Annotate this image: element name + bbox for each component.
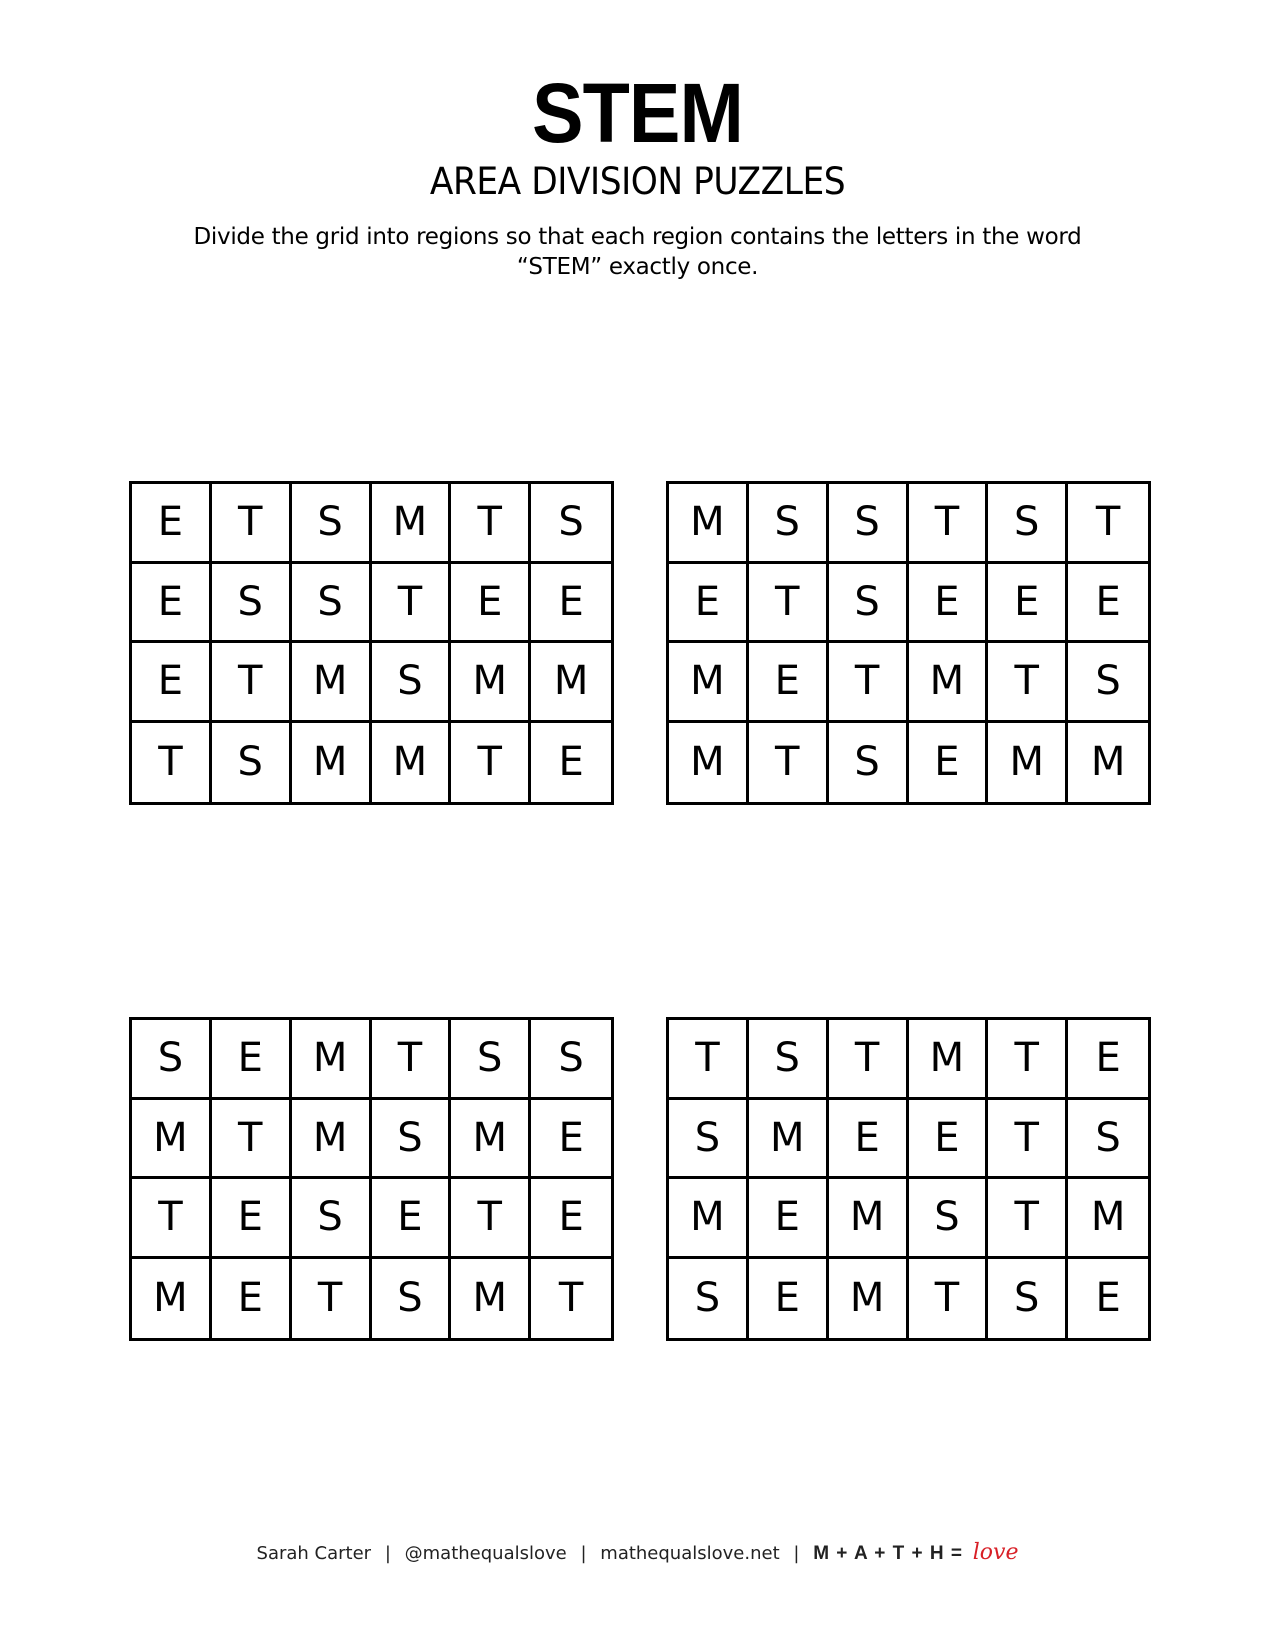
grid-cell: S [531,1020,611,1100]
grid-cell: E [669,564,749,644]
grid-cell: S [749,1020,829,1100]
page-subtitle: AREA DIVISION PUZZLES [429,160,846,203]
grid-cell: S [749,484,829,564]
grid-cell: T [212,484,292,564]
grid-cell: S [829,723,909,803]
grid-cell: E [212,1179,292,1259]
grid-cell: M [292,1020,372,1100]
grid-cell: S [451,1020,531,1100]
grid-cell: E [451,564,531,644]
footer-handle: @mathequalslove [404,1543,567,1564]
grid-cell: S [132,1020,212,1100]
grid-cell: M [988,723,1068,803]
grid-cell: S [292,484,372,564]
grid-cell: E [132,564,212,644]
grid-cell: E [531,564,611,644]
grid-cell: T [669,1020,749,1100]
grid-cell: S [531,484,611,564]
grid-cell: T [212,643,292,723]
footer-separator: | [793,1543,800,1564]
grid-cell: S [212,723,292,803]
puzzle-grid-4 [666,1017,1151,1341]
grid-cell: T [451,484,531,564]
grid-cell: T [132,1179,212,1259]
grid-cell: T [988,1020,1068,1100]
grid-cell: T [988,1179,1068,1259]
grid-cell: E [909,1100,989,1180]
grid-cell: T [909,484,989,564]
grid-cell: E [1068,564,1148,644]
grid-cell: T [1068,484,1148,564]
grid-cell: S [988,1259,1068,1339]
grid-cell: S [372,1100,452,1180]
grid-cell: E [132,484,212,564]
grid-cell: E [909,564,989,644]
grid-cell: T [749,564,829,644]
puzzle-grid-2 [666,481,1151,805]
grid-cell: S [212,564,292,644]
grid-cell: T [988,1100,1068,1180]
grid-cell: T [212,1100,292,1180]
grid-cell: E [558,739,584,786]
grid-cell: M [132,1100,212,1180]
grid-cell: S [669,1259,749,1339]
grid-cell: T [909,1259,989,1339]
grid-cell: M [1090,739,1126,786]
grid-cell: E [132,643,212,723]
grid-cell: M [451,1259,531,1339]
footer-love-script: love [972,1540,1019,1565]
grid-cell: M [669,643,749,723]
grid-cell: S [829,484,909,564]
footer-separator: | [384,1543,391,1564]
grid-cell: S [669,1100,749,1180]
grid-cell: M [909,643,989,723]
grid-cell: M [132,1259,212,1339]
grid-cell: S [292,564,372,644]
grid-cell: E [749,643,829,723]
grid-cell: M [749,1100,829,1180]
grid-cell: T [829,643,909,723]
grid-cell: E [531,1100,611,1180]
grid-cell: M [909,1020,989,1100]
puzzle-grid-3 [129,1017,614,1341]
grid-cell: E [988,564,1068,644]
grid-cell: S [292,1179,372,1259]
footer-separator: | [580,1543,587,1564]
grid-cell: T [451,723,531,803]
footer [0,1538,1275,1569]
page-title: STEM [532,66,743,160]
grid-cell: S [372,1259,452,1339]
grid-cell: M [1068,1179,1148,1259]
grid-cell: E [749,1259,829,1339]
grid-cell: E [1095,1275,1121,1322]
grid-cell: M [372,723,452,803]
grid-cell: S [909,1179,989,1259]
grid-cell: E [1068,1020,1148,1100]
grid-cell: T [132,723,212,803]
grid-cell: M [829,1259,909,1339]
grid-cell: S [372,643,452,723]
grid-cell: M [372,484,452,564]
footer-website: mathequalslove.net [600,1543,780,1564]
grid-cell: T [749,723,829,803]
grid-cell: S [1068,643,1148,723]
footer-math-logo: M + A + T + H = [813,1543,963,1564]
grid-cell: M [829,1179,909,1259]
grid-cell: T [451,1179,531,1259]
grid-cell: E [909,723,989,803]
grid-cell: E [212,1259,292,1339]
grid-cell: M [292,1100,372,1180]
footer-author: Sarah Carter [256,1543,372,1564]
instructions-text: Divide the grid into regions so that each region contains the letters in the word “STEM” exactly once. [193,224,1082,280]
grid-cell: M [669,484,749,564]
grid-cell: T [292,1259,372,1339]
grid-cell: S [829,564,909,644]
grid-cell: M [669,723,749,803]
grid-cell: T [372,564,452,644]
grid-cell: M [669,1179,749,1259]
grid-cell: M [451,643,531,723]
grid-cell: E [531,1179,611,1259]
grid-cell: T [372,1020,452,1100]
grid-cell: M [531,643,611,723]
grid-cell: E [829,1100,909,1180]
grid-cell: E [372,1179,452,1259]
grid-cell: E [212,1020,292,1100]
grid-cell: S [1068,1100,1148,1180]
grid-cell: T [988,643,1068,723]
grid-cell: M [451,1100,531,1180]
grid-cell: M [292,723,372,803]
grid-cell: S [988,484,1068,564]
grid-cell: T [558,1275,584,1322]
grid-cell: E [749,1179,829,1259]
puzzle-grid-1 [129,481,614,805]
grid-cell: M [292,643,372,723]
grid-cell: T [829,1020,909,1100]
